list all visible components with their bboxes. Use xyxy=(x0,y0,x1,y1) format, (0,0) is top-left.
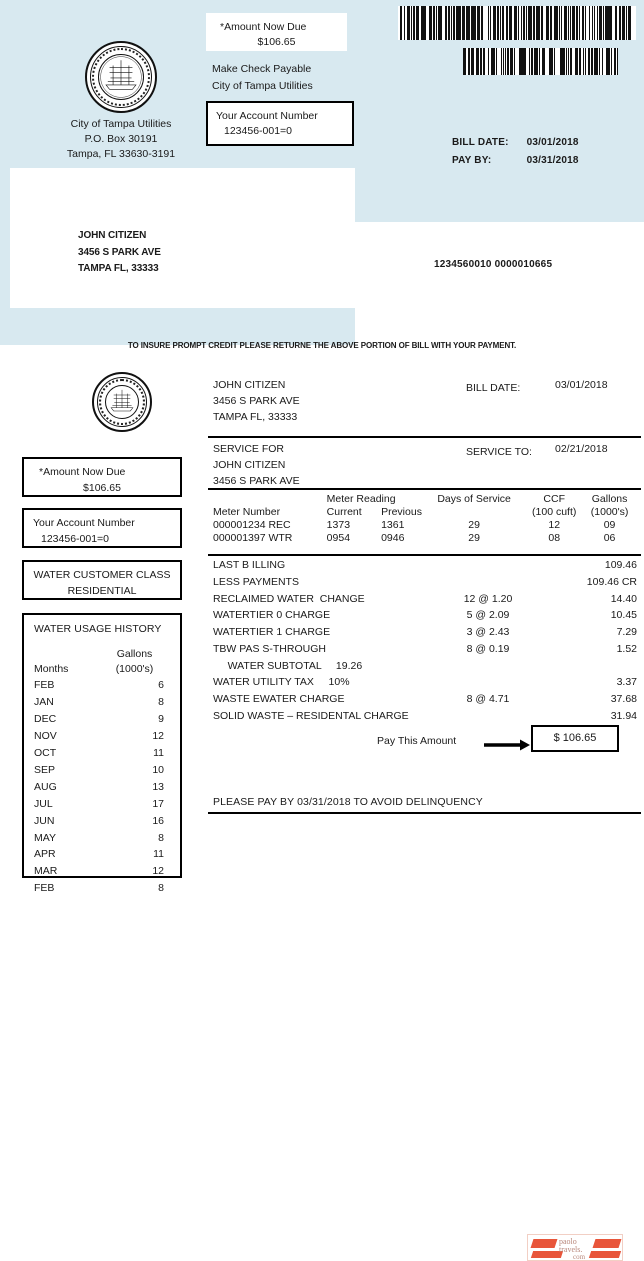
charges-rows xyxy=(213,558,637,726)
bill-account-number-label: Your Account Number xyxy=(33,517,135,529)
watermark-line-3: com xyxy=(573,1253,586,1261)
charge-amount: 14.40 xyxy=(610,592,637,605)
bill-city-seal-icon xyxy=(92,372,152,432)
usage-history-row xyxy=(34,711,170,728)
usage-history-row xyxy=(34,796,170,813)
usage-gallons: 8 xyxy=(158,696,164,709)
charge-amount: 109.46 xyxy=(604,559,637,571)
usage-gallons: 9 xyxy=(158,713,164,726)
arrow-icon xyxy=(484,738,530,756)
usage-month: APR xyxy=(34,848,56,861)
remit-to-line-2: P.O. Box 30191 xyxy=(84,133,158,146)
watermark-bar-1 xyxy=(531,1239,558,1248)
service-for-label: SERVICE FOR xyxy=(213,443,284,455)
meter-reading-table xyxy=(213,493,637,545)
charge-description: WATER SUBTOTAL 19.26 xyxy=(213,659,363,672)
charge-row xyxy=(213,608,637,625)
charge-row xyxy=(213,558,637,575)
meter-gallons: 06 xyxy=(603,532,616,544)
charge-rate: 5 @ 2.09 xyxy=(466,609,510,622)
meter-ccf: 12 xyxy=(548,519,561,531)
meter-rows xyxy=(213,519,637,545)
usage-col-gallons-2: (1000's) xyxy=(115,663,154,676)
remit-to-address xyxy=(40,117,202,163)
usage-history-row xyxy=(34,880,170,897)
charge-description: LAST B ILLING xyxy=(213,559,286,571)
stub-account-number-value: 123456-001=0 xyxy=(224,125,293,138)
charge-amount xyxy=(533,659,637,676)
bill-date-value: 03/01/2018 xyxy=(555,379,608,391)
meter-days: 29 xyxy=(468,532,480,544)
stub-background-right xyxy=(355,168,644,222)
usage-gallons: 12 xyxy=(152,865,164,878)
meter-group-meter-reading: Meter Reading xyxy=(326,493,396,505)
usage-gallons: 8 xyxy=(158,831,164,844)
divider-meter-top xyxy=(208,488,641,490)
stub-customer-citystate: TAMPA FL, 33333 xyxy=(78,263,159,274)
meter-col-ccf-units: (100 cuft) xyxy=(532,506,577,518)
service-for-block xyxy=(213,442,300,490)
meter-group-days: Days of Service xyxy=(437,493,511,505)
stub-scanline: 1234560010 0000010665 xyxy=(434,259,553,270)
usage-month: FEB xyxy=(34,882,55,895)
service-for-street: 3456 S PARK AVE xyxy=(213,474,300,487)
meter-current: 1373 xyxy=(326,519,351,531)
charge-rate: 12 @ 1.20 xyxy=(463,592,513,605)
usage-history-row xyxy=(34,779,170,796)
usage-history-row xyxy=(34,728,170,745)
water-usage-history xyxy=(22,613,182,895)
delinquency-notice: PLEASE PAY BY 03/31/2018 TO AVOID DELINQUENCY xyxy=(213,796,483,808)
remit-to-line-1: City of Tampa Utilities xyxy=(70,118,172,130)
usage-gallons: 11 xyxy=(153,746,164,759)
usage-history-row xyxy=(34,813,170,830)
usage-history-row xyxy=(34,694,170,711)
usage-month: JAN xyxy=(34,696,54,709)
stub-amount-due-value: $106.65 xyxy=(257,36,296,49)
bill-customer-citystate: TAMPA FL, 33333 xyxy=(213,410,298,423)
bill-date-label: BILL DATE: xyxy=(466,382,521,394)
charge-description: WATERTIER 1 CHARGE xyxy=(213,626,331,638)
usage-month: JUL xyxy=(34,797,53,810)
remittance-stub xyxy=(0,0,644,350)
charge-amount: 10.45 xyxy=(610,609,637,622)
stub-account-number-box xyxy=(206,101,354,146)
usage-month: MAY xyxy=(34,831,56,844)
usage-history-row xyxy=(34,745,170,762)
bill-body xyxy=(0,360,644,1261)
bill-customer-name: JOHN CITIZEN xyxy=(213,379,286,391)
meter-group-gallons: Gallons xyxy=(591,493,628,505)
divider-charges-top xyxy=(208,554,641,556)
usage-gallons: 13 xyxy=(152,780,164,793)
usage-col-months-spacer xyxy=(34,647,99,662)
stub-date-block xyxy=(452,135,579,170)
charge-rate xyxy=(443,558,533,575)
stub-background-left xyxy=(0,168,10,308)
service-for-name: JOHN CITIZEN xyxy=(213,458,286,471)
bill-amount-due-box xyxy=(22,457,182,497)
make-check-line-2: City of Tampa Utilities xyxy=(212,79,313,92)
bill-customer-address xyxy=(213,378,300,426)
usage-col-gallons-1: Gallons xyxy=(116,648,153,660)
charge-row xyxy=(213,692,637,709)
usage-month: DEC xyxy=(34,713,57,726)
meter-col-number: Meter Number xyxy=(213,506,281,518)
meter-col-gallons-units: (1000's) xyxy=(590,506,629,518)
bill-account-number-value: 123456-001=0 xyxy=(41,532,110,545)
watermark-bar-4 xyxy=(589,1251,621,1258)
charge-amount: 109.46 CR xyxy=(586,575,637,588)
stub-account-number-label: Your Account Number xyxy=(216,110,318,122)
usage-gallons: 12 xyxy=(152,730,164,743)
charge-description: TBW PAS S-THROUGH xyxy=(213,642,326,655)
charge-row xyxy=(213,642,637,659)
meter-header-row xyxy=(213,506,637,519)
meter-col-current: Current xyxy=(326,506,362,518)
barcode-primary xyxy=(398,6,636,40)
meter-previous: 1361 xyxy=(381,519,405,531)
charge-row xyxy=(213,675,637,692)
charge-row xyxy=(213,592,637,609)
usage-history-title: WATER USAGE HISTORY xyxy=(34,623,162,635)
bill-amount-due-value: $106.65 xyxy=(83,481,121,494)
charges-table xyxy=(213,558,637,726)
meter-row xyxy=(213,519,637,532)
meter-col-previous: Previous xyxy=(381,506,422,518)
bill-customer-street: 3456 S PARK AVE xyxy=(213,394,300,407)
usage-month: NOV xyxy=(34,730,57,743)
usage-history-row xyxy=(34,846,170,863)
meter-previous: 0946 xyxy=(381,532,405,544)
barcode-secondary xyxy=(463,48,618,75)
usage-gallons: 10 xyxy=(152,763,164,776)
usage-month: OCT xyxy=(34,746,57,759)
charge-description: SOLID WASTE – RESIDENTAL CHARGE xyxy=(213,709,409,722)
usage-history-row xyxy=(34,677,170,694)
charge-amount: 7.29 xyxy=(616,626,637,638)
usage-month: SEP xyxy=(34,763,56,776)
watermark-bar-3 xyxy=(593,1239,622,1248)
charge-amount: 1.52 xyxy=(616,642,637,655)
stub-bill-date-value: 03/01/2018 xyxy=(526,137,579,148)
meter-current: 0954 xyxy=(326,532,351,544)
usage-month: AUG xyxy=(34,780,57,793)
water-customer-class-box xyxy=(22,560,182,600)
meter-ccf: 08 xyxy=(548,532,561,544)
stub-customer-street: 3456 S PARK AVE xyxy=(78,246,161,258)
stub-customer-name: JOHN CITIZEN xyxy=(78,230,147,241)
service-to-value: 02/21/2018 xyxy=(555,443,608,455)
usage-gallons: 11 xyxy=(153,848,164,861)
usage-history-row xyxy=(34,830,170,847)
usage-gallons: 8 xyxy=(158,882,164,895)
meter-gallons: 09 xyxy=(603,519,616,531)
charge-amount: 37.68 xyxy=(610,693,637,705)
service-to-label: SERVICE TO: xyxy=(466,446,532,458)
charge-description: WASTE EWATER CHARGE xyxy=(213,693,345,705)
charge-rate xyxy=(443,675,533,692)
charge-rate xyxy=(443,659,533,676)
charge-description: WATERTIER 0 CHARGE xyxy=(213,609,331,622)
stub-amount-due-box xyxy=(206,13,347,51)
usage-month: JUN xyxy=(34,814,55,827)
usage-gallons: 17 xyxy=(152,797,164,810)
usage-col-months: Months xyxy=(34,663,69,676)
meter-number: 000001234 REC xyxy=(213,519,291,531)
usage-gallons: 16 xyxy=(152,814,164,827)
stub-pay-by-value: 03/31/2018 xyxy=(526,154,579,166)
usage-month: MAR xyxy=(34,865,58,878)
usage-history-rows xyxy=(34,677,170,897)
charge-row xyxy=(213,575,637,592)
usage-gallons: 6 xyxy=(158,679,164,692)
charge-row xyxy=(213,659,637,676)
make-check-line-1: Make Check Payable xyxy=(212,63,312,75)
charge-rate: 8 @ 4.71 xyxy=(466,693,510,705)
stub-amount-due-label: *Amount Now Due xyxy=(220,21,307,33)
meter-days: 29 xyxy=(468,519,480,531)
watermark-line-2: travels. xyxy=(559,1245,583,1254)
stub-bill-date-label: BILL DATE: xyxy=(452,137,509,148)
water-customer-class-value: RESIDENTIAL xyxy=(67,584,137,597)
charge-rate: 3 @ 2.43 xyxy=(466,626,510,638)
stub-pay-by-label: PAY BY: xyxy=(452,154,492,166)
bill-date-row xyxy=(466,378,608,397)
charge-description: WATER UTILITY TAX 10% xyxy=(213,676,350,689)
usage-history-row xyxy=(34,762,170,779)
charge-rate xyxy=(443,709,533,726)
charge-description: LESS PAYMENTS xyxy=(213,575,299,588)
divider-top xyxy=(208,436,641,438)
charge-amount: 31.94 xyxy=(610,709,637,722)
make-check-payable xyxy=(212,61,313,95)
charge-rate xyxy=(443,575,533,592)
divider-bottom xyxy=(208,812,641,814)
water-customer-class-label: WATER CUSTOMER CLASS xyxy=(33,569,171,581)
pay-this-amount-value-box: $ 106.65 xyxy=(531,725,619,752)
bill-account-number-box xyxy=(22,508,182,548)
watermark-logo xyxy=(527,1234,623,1261)
meter-row xyxy=(213,532,637,545)
stub-background-bottom xyxy=(0,308,355,345)
charge-row xyxy=(213,709,637,726)
charge-amount: 3.37 xyxy=(616,676,637,689)
meter-number: 000001397 WTR xyxy=(213,532,293,544)
usage-history-row xyxy=(34,863,170,880)
charge-description: RECLAIMED WATER CHANGE xyxy=(213,592,365,605)
meter-group-ccf: CCF xyxy=(543,493,565,505)
service-to-row xyxy=(466,442,608,461)
city-seal-icon xyxy=(85,41,157,113)
charge-rate: 8 @ 0.19 xyxy=(466,642,510,655)
usage-month: FEB xyxy=(34,679,55,692)
tear-notice: TO INSURE PROMPT CREDIT PLEASE RETURNE THE ABOVE PORTION OF BILL WITH YOUR PAYMENT. xyxy=(127,341,517,350)
pay-this-amount-label: Pay This Amount xyxy=(377,735,457,747)
watermark-line-1: paolo xyxy=(559,1237,577,1246)
meter-group-header-row xyxy=(213,493,637,506)
stub-customer-address xyxy=(78,228,161,278)
charge-row xyxy=(213,625,637,642)
bill-amount-due-label: *Amount Now Due xyxy=(39,466,126,478)
remit-to-line-3: Tampa, FL 33630-3191 xyxy=(66,148,176,161)
